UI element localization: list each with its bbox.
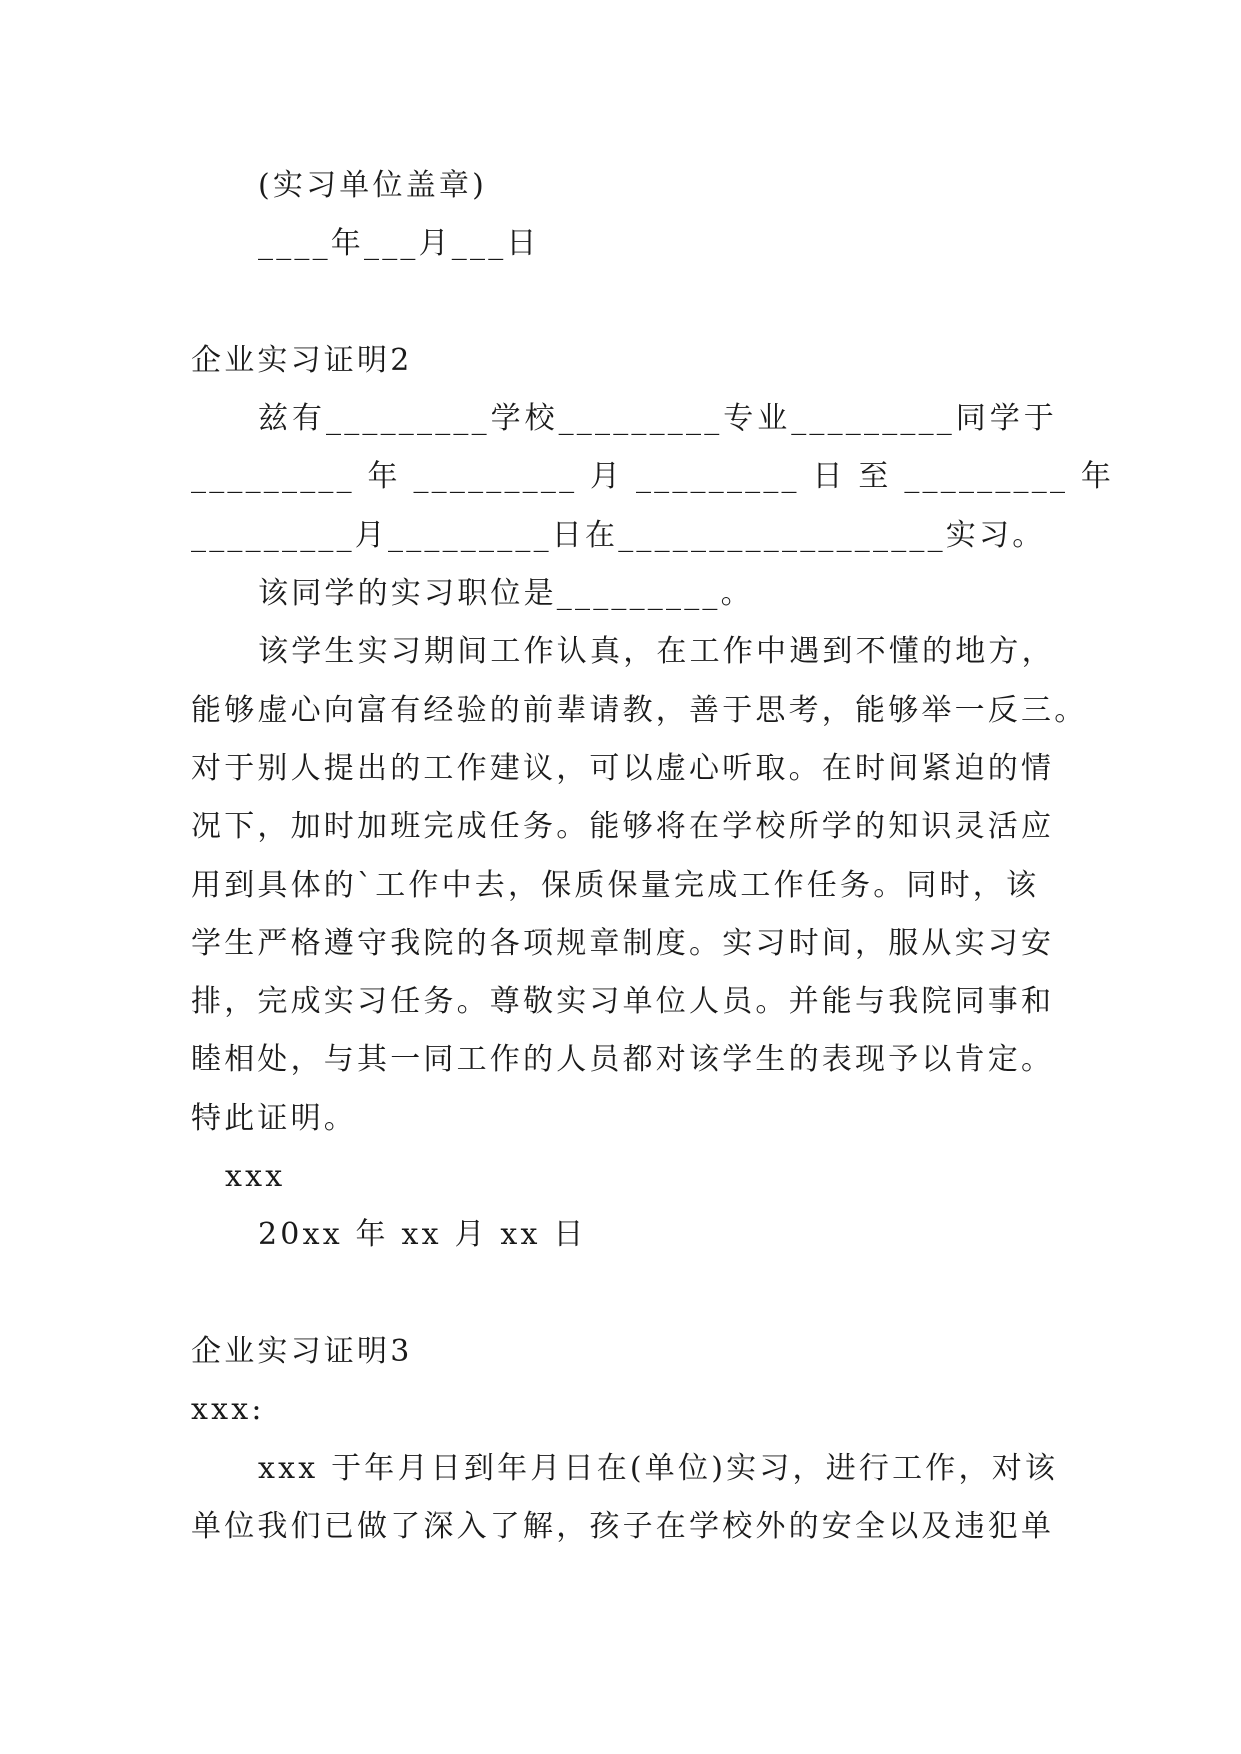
cert2-body-line: 况下，加时加班完成任务。能够将在学校所学的知识灵活应 <box>191 809 1055 845</box>
cert2-body-line: 对于别人提出的工作建议，可以虚心听取。在时间紧迫的情 <box>191 750 1055 786</box>
cert3-body-line: xxx 于年月日到年月日在(单位)实习，进行工作，对该 <box>258 1450 1059 1486</box>
cert2-title: 企业实习证明2 <box>191 342 413 378</box>
cert3-title: 企业实习证明3 <box>191 1333 413 1369</box>
document-body <box>191 157 1115 1556</box>
cert2-signer: xxx <box>225 1159 286 1195</box>
cert3-body-line: 单位我们已做了深入了解，孩子在学校外的安全以及违犯单 <box>191 1508 1055 1544</box>
cert2-intro-line: _________月_________日在__________________实习。 <box>191 517 1046 553</box>
cert2-body-line: 睦相处，与其一同工作的人员都对该学生的表现予以肯定。 <box>191 1042 1055 1078</box>
cert2-intro-line: _________ 年 _________ 月 _________ 日 至 _________ 年 <box>191 459 1115 495</box>
cert2-body-line: 特此证明。 <box>191 1100 357 1136</box>
cert2-body-line: 学生严格遵守我院的各项规章制度。实习时间，服从实习安 <box>191 925 1055 961</box>
cert2-body-line: 排，完成实习任务。尊敬实习单位人员。并能与我院同事和 <box>191 984 1055 1020</box>
blank-line <box>191 274 1057 332</box>
cert3-salutation: xxx: <box>191 1392 265 1428</box>
blank-line <box>191 1265 1057 1323</box>
stamp-date: ____年___月___日 <box>258 226 540 262</box>
stamp-label: (实习单位盖章) <box>258 168 488 203</box>
cert2-intro-line: 兹有_________学校_________专业_________同学于 <box>258 401 1057 437</box>
cert2-body-line: 能够虚心向富有经验的前辈请教，善于思考，能够举一反三。 <box>191 692 1088 728</box>
cert2-body-line: 该学生实习期间工作认真，在工作中遇到不懂的地方， <box>258 634 1055 670</box>
cert2-date: 20xx 年 xx 月 xx 日 <box>258 1217 587 1253</box>
cert2-position-line: 该同学的实习职位是_________。 <box>258 576 754 612</box>
cert2-body-line: 用到具体的`工作中去，保质保量完成工作任务。同时，该 <box>191 867 1040 903</box>
